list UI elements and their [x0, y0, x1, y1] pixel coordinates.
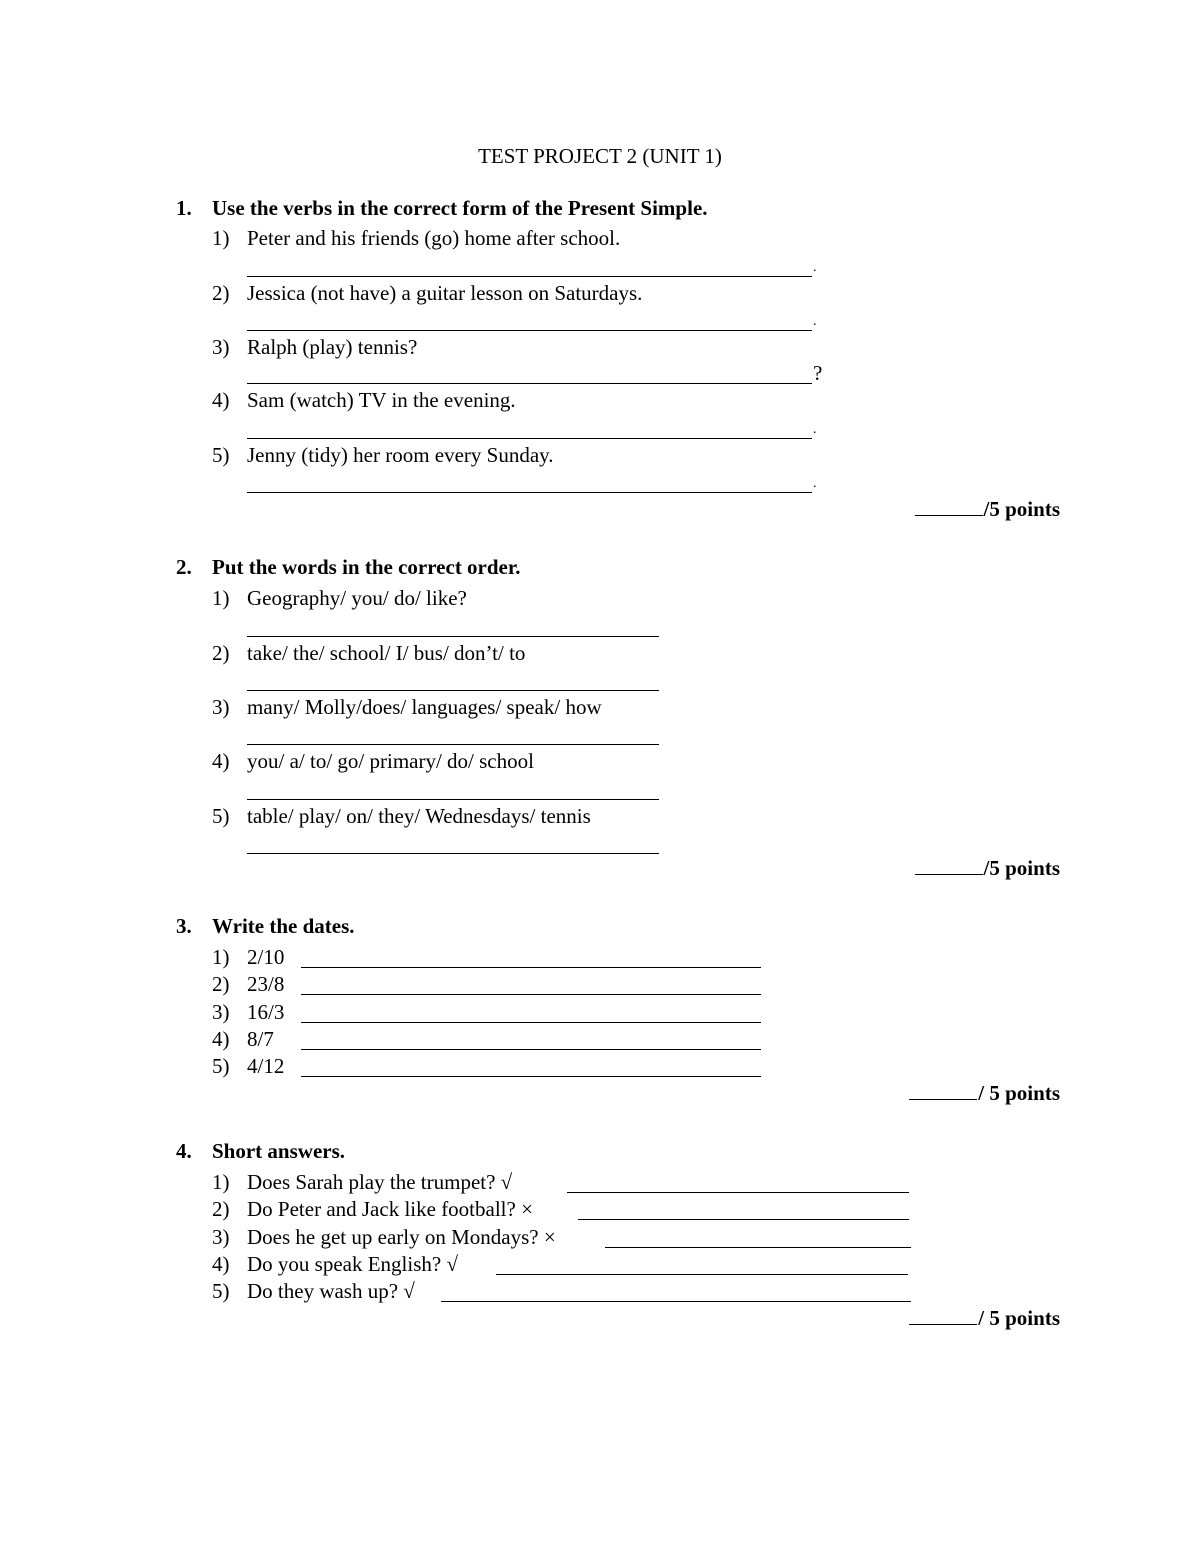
- item-number: 1): [212, 945, 230, 969]
- item-number: 4): [212, 1252, 230, 1276]
- line-end-mark: .: [813, 314, 817, 329]
- item-number: 2): [212, 1197, 230, 1221]
- item-text: Does he get up early on Mondays? ×: [247, 1225, 556, 1249]
- item-text: Geography/ you/ do/ like?: [247, 586, 467, 610]
- question-number: 4.: [176, 1139, 192, 1163]
- item-text: Do Peter and Jack like football? ×: [247, 1197, 533, 1221]
- score-blank[interactable]: [915, 856, 983, 875]
- item-text: table/ play/ on/ they/ Wednesdays/ tennis: [247, 804, 591, 828]
- answer-line[interactable]: [247, 383, 812, 384]
- item-text: take/ the/ school/ I/ bus/ don’t/ to: [247, 641, 526, 665]
- item-number: 1): [212, 586, 230, 610]
- answer-line[interactable]: [301, 1076, 761, 1077]
- score-blank[interactable]: [909, 1306, 977, 1325]
- score-field[interactable]: [915, 856, 1060, 881]
- item-number: 4): [212, 749, 230, 773]
- item-text: 4/12: [247, 1054, 285, 1078]
- answer-line[interactable]: [301, 1022, 761, 1023]
- item-text: you/ a/ to/ go/ primary/ do/ school: [247, 749, 534, 773]
- item-number: 2): [212, 972, 230, 996]
- item-number: 3): [212, 1000, 230, 1024]
- item-number: 1): [212, 1170, 230, 1194]
- item-number: 3): [212, 695, 230, 719]
- line-end-mark: .: [813, 260, 817, 275]
- question-number: 2.: [176, 555, 192, 579]
- answer-line[interactable]: [247, 330, 812, 331]
- score-field[interactable]: [909, 1306, 1060, 1331]
- item-number: 4): [212, 388, 230, 412]
- question-instruction: Use the verbs in the correct form of the Present Simple.: [212, 196, 708, 220]
- item-text: Peter and his friends (go) home after school.: [247, 226, 621, 250]
- item-text: Sam (watch) TV in the evening.: [247, 388, 516, 412]
- item-text: 8/7: [247, 1027, 274, 1051]
- item-number: 2): [212, 641, 230, 665]
- answer-line[interactable]: [247, 636, 659, 637]
- score-blank[interactable]: [909, 1081, 977, 1100]
- question-instruction: Short answers.: [212, 1139, 346, 1163]
- item-number: 5): [212, 804, 230, 828]
- item-text: Jessica (not have) a guitar lesson on Saturdays.: [247, 281, 643, 305]
- answer-line[interactable]: [247, 799, 659, 800]
- item-number: 3): [212, 1225, 230, 1249]
- line-end-mark: .: [813, 476, 817, 491]
- item-number: 4): [212, 1027, 230, 1051]
- answer-line[interactable]: [301, 994, 761, 995]
- item-text: 2/10: [247, 945, 285, 969]
- answer-line[interactable]: [247, 744, 659, 745]
- score-label: / 5 points: [978, 1081, 1060, 1105]
- answer-line[interactable]: [247, 853, 659, 854]
- score-label: /5 points: [983, 856, 1060, 880]
- answer-line[interactable]: [247, 690, 659, 691]
- answer-line[interactable]: [567, 1192, 909, 1193]
- item-number: 5): [212, 1054, 230, 1078]
- item-text: Do you speak English? √: [247, 1252, 458, 1276]
- page-title: TEST PROJECT 2 (UNIT 1): [478, 144, 722, 168]
- item-number: 2): [212, 281, 230, 305]
- question-instruction: Put the words in the correct order.: [212, 555, 521, 579]
- item-text: 16/3: [247, 1000, 285, 1024]
- line-end-mark: ?: [813, 361, 823, 385]
- item-text: Ralph (play) tennis?: [247, 335, 418, 359]
- item-number: 1): [212, 226, 230, 250]
- question-number: 3.: [176, 914, 192, 938]
- item-text: Do they wash up? √: [247, 1279, 415, 1303]
- answer-line[interactable]: [247, 276, 812, 277]
- answer-line[interactable]: [578, 1219, 909, 1220]
- answer-line[interactable]: [301, 967, 761, 968]
- item-number: 5): [212, 443, 230, 467]
- item-number: 5): [212, 1279, 230, 1303]
- item-text: Does Sarah play the trumpet? √: [247, 1170, 513, 1194]
- item-text: 23/8: [247, 972, 285, 996]
- score-field[interactable]: [915, 497, 1060, 522]
- item-text: many/ Molly/does/ languages/ speak/ how: [247, 695, 602, 719]
- line-end-mark: .: [813, 422, 817, 437]
- score-blank[interactable]: [915, 497, 983, 516]
- question-number: 1.: [176, 196, 192, 220]
- answer-line[interactable]: [247, 492, 812, 493]
- answer-line[interactable]: [301, 1049, 761, 1050]
- answer-line[interactable]: [496, 1274, 908, 1275]
- question-instruction: Write the dates.: [212, 914, 355, 938]
- answer-line[interactable]: [247, 438, 812, 439]
- score-label: / 5 points: [978, 1306, 1060, 1330]
- score-field[interactable]: [909, 1081, 1060, 1106]
- score-label: /5 points: [983, 497, 1060, 521]
- answer-line[interactable]: [441, 1301, 911, 1302]
- answer-line[interactable]: [605, 1247, 911, 1248]
- item-number: 3): [212, 335, 230, 359]
- item-text: Jenny (tidy) her room every Sunday.: [247, 443, 554, 467]
